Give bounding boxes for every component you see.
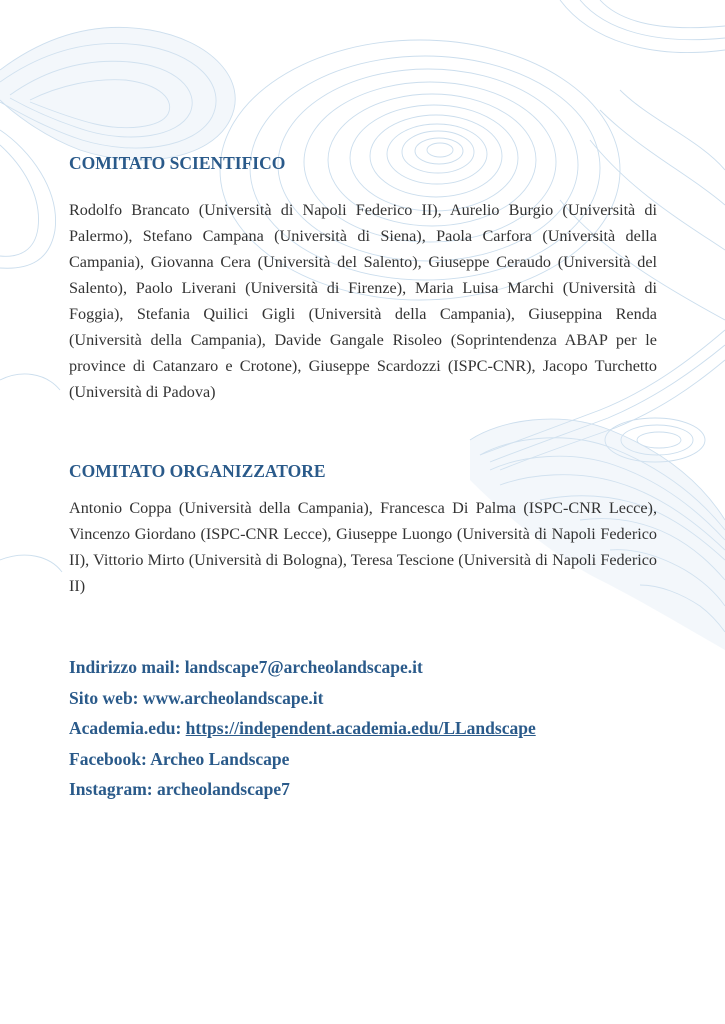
contact-mail-value[interactable]: landscape7@archeolandscape.it	[184, 657, 423, 677]
scientific-committee-members: Rodolfo Brancato (Università di Napoli Federico II), Aurelio Burgio (Università di Palermo), Stefano Campana (Università di Siena), Paola Carfora (Università della Campania), Giovanna Cera (Università del Salento), Giuseppe Ceraudo (Università del Salento), Paolo Liverani (Università di Firenze), Maria Luisa Marchi (Università di Foggia), Stefania Quilici Gigli (Università della Campania), Giuseppina Renda (Università della Campania), Davide Gangale Risoleo (Soprintendenza ABAP per le province di Catanzaro e Crotone), Giuseppe Scardozzi (ISPC-CNR), Jacopo Turchetto (Università di Padova)	[69, 201, 657, 401]
contact-instagram-label: Instagram:	[69, 779, 153, 799]
contact-academia-label: Academia.edu:	[69, 718, 182, 738]
contact-mail	[69, 652, 669, 683]
academia-link[interactable]: https://independent.academia.edu/LLandscape	[185, 718, 536, 738]
contact-website	[69, 683, 669, 714]
contact-facebook-label: Facebook:	[69, 748, 147, 769]
contact-instagram-value[interactable]: archeolandscape7	[156, 779, 290, 799]
scientific-committee-heading: COMITATO SCIENTIFICO	[69, 153, 286, 173]
contact-facebook-value[interactable]: Archeo Landscape	[150, 748, 290, 769]
contact-website-value[interactable]: www.archeolandscape.it	[142, 687, 324, 708]
contact-website-label: Sito web:	[69, 687, 139, 708]
contact-facebook	[69, 744, 669, 775]
contact-list	[69, 652, 669, 805]
organizing-committee-heading: COMITATO ORGANIZZATORE	[69, 461, 326, 481]
contact-instagram	[69, 774, 669, 805]
organizing-committee-members: Antonio Coppa (Università della Campania), Francesca Di Palma (ISPC-CNR Lecce), Vincenzo Giordano (ISPC-CNR Lecce), Giuseppe Luongo (Università di Napoli Federico II), Vittorio Mirto (Università di Bologna), Teresa Tescione (Università di Napoli Federico II)	[69, 499, 657, 595]
contact-mail-label: Indirizzo mail:	[69, 657, 181, 677]
contact-academia	[69, 713, 669, 744]
